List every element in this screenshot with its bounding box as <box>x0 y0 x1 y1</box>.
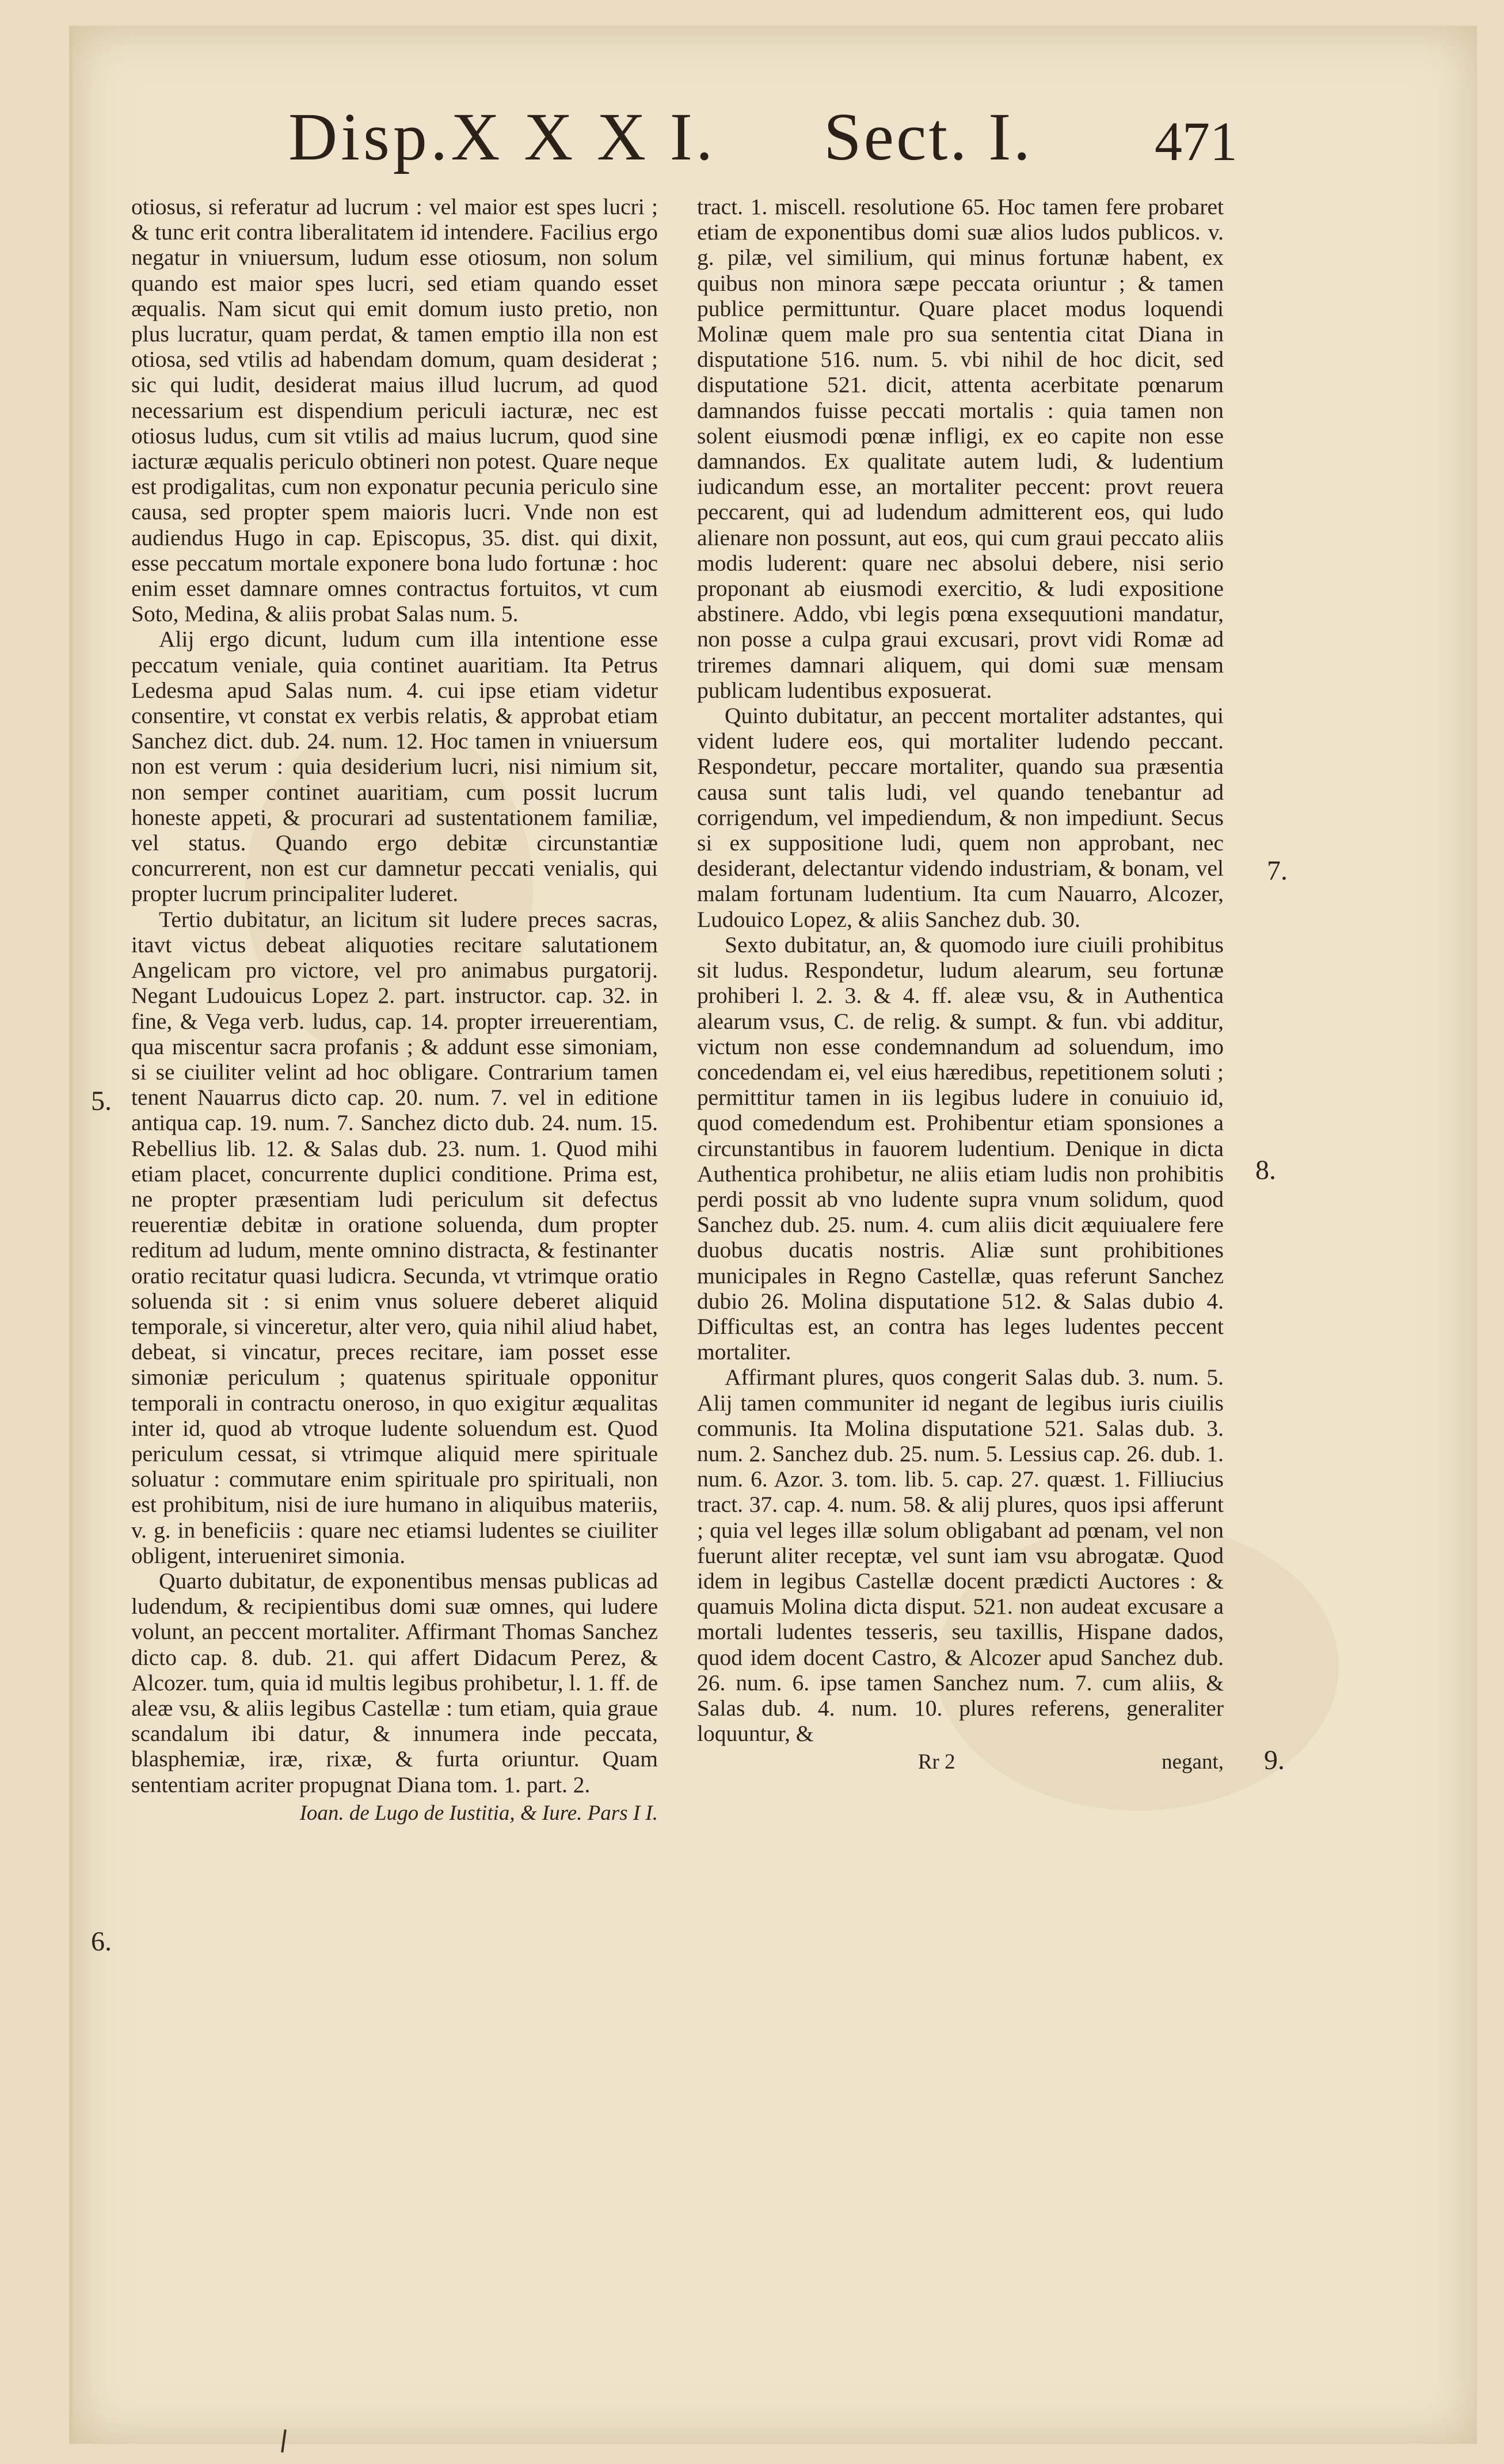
margin-number-7: 7. <box>1267 855 1288 886</box>
paragraph: Quarto dubitatur, de exponentibus mensas publicas ad ludendum, & recipientibus domi suæ omnes, qui ludere volunt, an peccent mortaliter. Affirmant Thomas Sanchez dicto cap. 8. dub. 21. qui affert Didacum Perez, & Alcozer. tum, quia id multis legibus prohibetur, l. 1. ff. de aleæ vsu, & aliis legibus Castellæ : tum etiam, quia graue scandalum ibi datur, & innumera inde peccata, blasphemiæ, iræ, rixæ, & furta oriuntur. Quam sententiam acriter propugnat Diana tom. 1. part. 2. <box>131 1568 658 1797</box>
running-header <box>73 98 1477 184</box>
margin-number-6: 6. <box>91 1926 112 1957</box>
margin-number-8: 8. <box>1255 1155 1276 1185</box>
right-column <box>697 194 1224 1775</box>
book-page <box>69 26 1477 2444</box>
paragraph: Affirmant plures, quos congerit Salas dub. 3. num. 5. Alij tamen communiter id negant de legibus iuris ciuilis communis. Ita Molina disputatione 521. Salas dub. 3. num. 2. Sanchez dub. 25. num. 5. Lessius cap. 26. dub. 1. num. 6. Azor. 3. tom. lib. 5. cap. 27. quæst. 1. Filliucius tract. 37. cap. 4. num. 58. & alij plures, quos ipsi afferunt ; quia vel leges illæ solum obligabant ad pœnam, vel non fuerunt aliter receptæ, vel sunt iam vsu abrogatæ. Quod idem in legibus Castellæ docent prædicti Auctores : & quamuis Molina dicta disput. 521. non audeat excusare a mortali ludentes tesseris, seu taxillis, Hispane dados, quod idem docent Castro, & Alcozer apud Sanchez dub. 26. num. 6. ipse tamen Sanchez num. 7. cum aliis, & Salas dub. 4. num. 10. plures referens, generaliter loquuntur, & <box>697 1364 1224 1747</box>
ink-mark <box>281 2429 287 2452</box>
margin-number-9: 9. <box>1264 1745 1285 1775</box>
left-column <box>131 194 658 1826</box>
paragraph: tract. 1. miscell. resolutione 65. Hoc tamen fere probaret etiam de exponentibus domi suæ alios ludos publicos. v. g. pilæ, vel similium, qui minus fortunæ habent, ex quibus non minora sæpe peccata oriuntur ; & tamen publice permittuntur. Quare placet modus loquendi Molinæ quem male pro sua sententia citat Diana in disputatione 516. num. 5. vbi nihil de hoc dicit, sed disputatione 521. dicit, attenta acerbitate pœnarum damnandos fuisse peccati mortalis : quia tamen non solent eiusmodi pœnæ infligi, ex eo capite non esse damnandos. Ex qualitate autem ludi, & ludentium iudicandum esse, an mortaliter peccent: provt reuera peccarent, qui ad ludendum admitterent eos, qui ludo alienare non possunt, aut eos, qui cum graui peccato aliis modis luderent: quare nec absolui debere, nisi serio proponant ab eiusmodi exercitio, & ludi expositione abstinere. Addo, vbi legis pœna exsequutioni mandatur, non posse a culpa graui excusari, provt vidi Romæ ad triremes damnari aliquem, qui domi suæ mensam publicam ludentibus exposuerat. <box>697 194 1224 703</box>
margin-number-5: 5. <box>91 1086 112 1116</box>
paragraph: Alij ergo dicunt, ludum cum illa intentione esse peccatum veniale, quia continet auaritiam. Ita Petrus Ledesma apud Salas num. 4. cui ipse etiam videtur consentire, vt constat ex verbis relatis, & approbat etiam Sanchez dict. dub. 24. num. 12. Hoc tamen in vniuersum non est verum : quia desiderium lucri, nisi nimium sit, non semper continet auaritiam, cum possit lucrum honeste appeti, & procurari ad sustentationem familiæ, vel status. Quando ergo debitæ circunstantiæ concurrerent, non est cur damnetur peccati venialis, qui propter lucrum principaliter luderet. <box>131 626 658 907</box>
paragraph: Tertio dubitatur, an licitum sit ludere preces sacras, itavt victus debeat aliquoties recitare salutationem Angelicam pro victore, vel pro animabus purgatorij. Negant Ludouicus Lopez 2. part. instructor. cap. 32. in fine, & Vega verb. ludus, cap. 14. propter irreuerentiam, qua miscentur sacra profanis ; & addunt esse simoniam, si se ciuiliter velint ad hoc obligare. Contrarium tamen tenent Nauarrus dicto cap. 20. num. 7. vel in editione antiqua cap. 19. num. 7. Sanchez dicto dub. 24. num. 15. Rebellius lib. 12. & Salas dub. 23. num. 1. Quod mihi etiam placet, concurrente duplici conditione. Prima est, ne propter præsentiam ludi periculum sit defectus reuerentiæ debitæ in oratione soluenda, dum propter reditum ad ludum, mente omnino distracta, & festinanter oratio recitatur quasi ludicra. Secunda, vt vtrimque oratio soluenda sit : si enim vnus soluere deberet aliquid temporale, si vinceretur, alter vero, quia nihil aliud habet, debeat, si vincatur, preces recitare, iam posset esse simoniæ periculum ; quatenus spirituale opponitur temporali in contractu oneroso, in quo exigitur æqualitas inter id, quod ab vtroque ludente soluendum est. Quod periculum cessat, si vtrimque aliquid mere spirituale soluatur : commutare enim spirituale pro spirituali, non est prohibitum, nisi de iure humano in aliquibus materiis, v. g. in beneficiis : quare nec etiamsi ludentes se ciuiliter obligent, interueniret simonia. <box>131 906 658 1568</box>
signature-mark: Rr 2 <box>917 1750 955 1774</box>
catchword: negant, <box>1162 1750 1224 1774</box>
paragraph: Sexto dubitatur, an, & quomodo iure ciuili prohibitus sit ludus. Respondetur, ludum alearum, seu fortunæ prohiberi l. 2. 3. & 4. ff. aleæ vsu, & in Authentica alearum vsus, C. de relig. & sumpt. & fun. vbi additur, victum non esse condemnandum ad soluendum, imo concedendam ei, vel eius hæredibus, repetitionem soluti ; permittitur tamen in iis legibus ludere in conuiuio id, quod comedendum est. Prohibentur etiam sponsiones a circunstantibus in fauorem ludentium. Denique in dicta Authentica prohibetur, ne aliis etiam ludis non prohibitis perdi possit ab vno ludente supra vnum solidum, quod Sanchez dub. 25. num. 4. cum aliis dicit æquiualere fere duobus ducatis nostris. Aliæ sunt prohibitiones municipales in Regno Castellæ, quas referunt Sanchez dubio 26. Molina disputatione 512. & Salas dubio 4. Difficultas est, an contra has leges ludentes peccent mortaliter. <box>697 931 1224 1365</box>
signature-and-catchword <box>697 1750 1224 1775</box>
header-disputation: Disp.X X X I. <box>288 99 717 174</box>
paragraph: otiosus, si referatur ad lucrum : vel maior est spes lucri ; & tunc erit contra liberalitatem id intendere. Facilius ergo negatur in vniuersum, ludum esse otiosum, non solum quando est maior spes lucri, sed etiam quando esset æqualis. Nam sicut qui emit domum iusto pretio, non plus lucratur, quam perdat, & tamen emptio illa non est otiosa, sed vtilis ad habendam domum, quam desiderat ; sic qui ludit, desiderat maius illud lucrum, ad quod necessarium est dispendium periculi iacturæ, nec est otiosus ludus, cum sit vtilis ad maius lucrum, quod sine iacturæ æqualis periculo obtineri non potest. Quare neque est prodigalitas, cum non exponatur pecunia periculo sine causa, sed propter spem maioris lucri. Vnde non est audiendus Hugo in cap. Episcopus, 35. dist. qui dixit, esse peccatum mortale exponere bona ludo fortunæ : hoc enim esset damnare omnes contractus fortuitos, vt cum Soto, Medina, & aliis probat Salas num. 5. <box>131 194 658 627</box>
page-number: 471 <box>1155 111 1238 172</box>
header-section: Sect. I. <box>824 99 1033 174</box>
paragraph: Quinto dubitatur, an peccent mortaliter adstantes, qui vident ludere eos, qui mortaliter ludendo peccant. Respondetur, peccare mortaliter, quando sua præsentia causa sunt talis ludi, vel quando tenebantur ad corrigendum, vel impediendum, & non impediunt. Secus si ex suppositione ludi, quem non approbant, nec desiderant, delectantur videndo industriam, & bonam, vel malam fortunam ludentium. Ita cum Nauarro, Alcozer, Ludouico Lopez, & aliis Sanchez dub. 30. <box>697 703 1224 932</box>
footer-author-note: Ioan. de Lugo de Iustitia, & Iure. Pars I I. <box>299 1801 658 1825</box>
